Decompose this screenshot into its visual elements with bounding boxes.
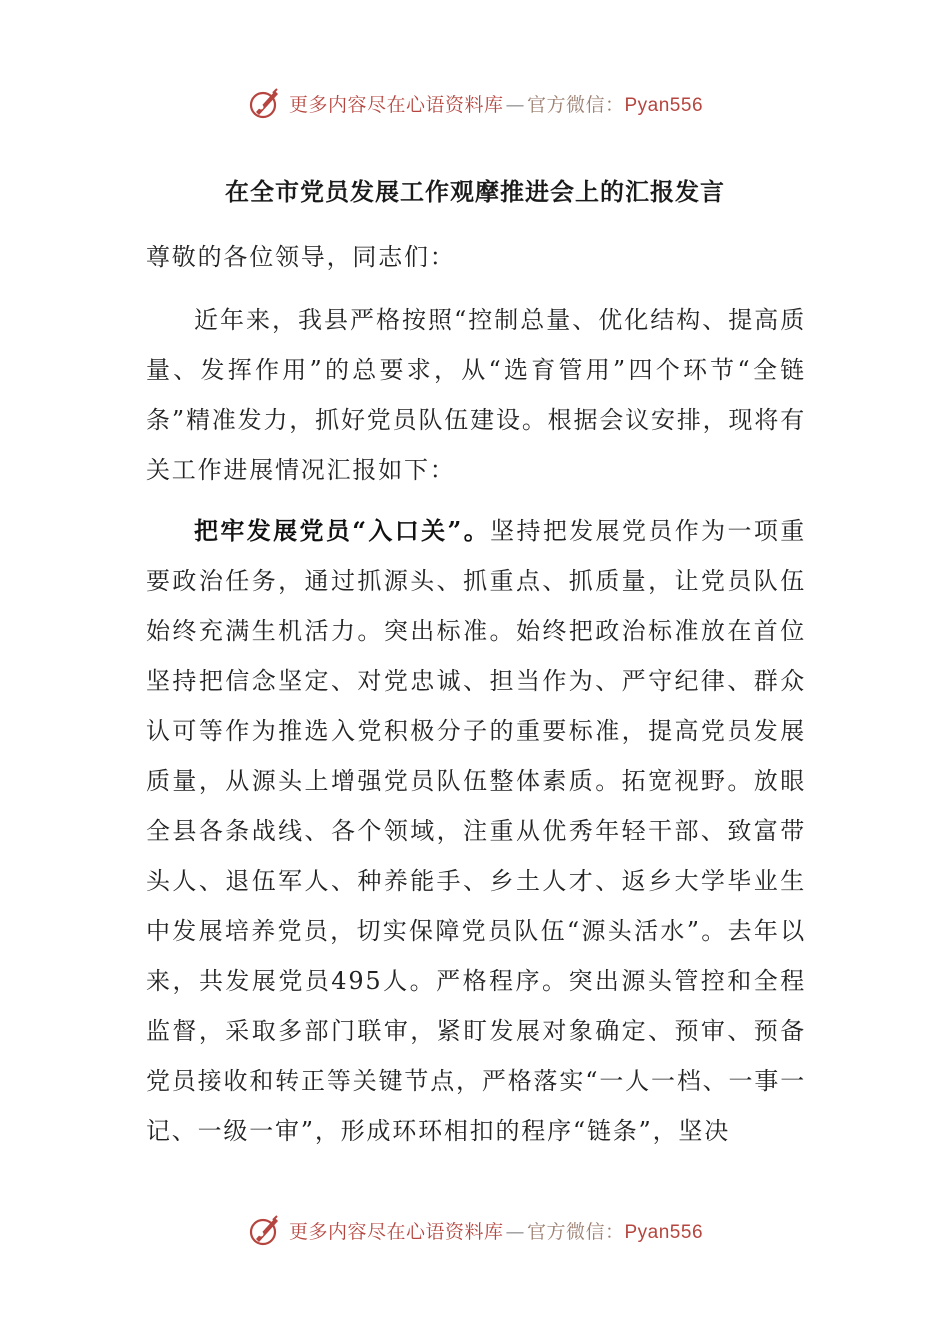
document-title: 在全市党员发展工作观摩推进会上的汇报发言: [225, 177, 725, 206]
banner-text: 更多内容尽在心语资料库: [288, 93, 504, 116]
section1-paragraph: [146, 506, 806, 1156]
watermark-banner-top: [0, 83, 950, 123]
quill-pen-icon: [247, 85, 283, 121]
banner-separator: —: [505, 1220, 525, 1243]
wechat-label: 官方微信：: [526, 1220, 625, 1243]
watermark-banner-bottom: [0, 1210, 950, 1250]
wechat-id: Pyan556: [624, 94, 704, 116]
banner-separator: —: [505, 93, 525, 116]
intro-paragraph: 近年来，我县严格按照“控制总量、优化结构、提高质量、发挥作用”的总要求，从“选育管用”四个环节“全链条”精准发力，抓好党员队伍建设。根据会议安排，现将有关工作进展情况汇报如下：: [146, 306, 806, 484]
document-body: [146, 232, 806, 1156]
banner-text: 更多内容尽在心语资料库: [288, 1220, 504, 1243]
wechat-id: Pyan556: [624, 1221, 704, 1243]
salutation: 尊敬的各位领导，同志们：: [146, 243, 456, 271]
section1-body: 坚持把发展党员作为一项重要政治任务，通过抓源头、抓重点、抓质量，让党员队伍始终充满生机活力。突出标准。始终把政治标准放在首位坚持把信念坚定、对党忠诚、担当作为、严守纪律、群众认可等作为推选入党积极分子的重要标准，提高党员发展质量，从源头上增强党员队伍整体素质。拓宽视野。放眼全县各条战线、各个领域，注重从优秀年轻干部、致富带头人、退伍军人、种养能手、乡土人才、返乡大学毕业生中发展培养党员，切实保障党员队伍“源头活水”。去年以来，共发展党员495人。严格程序。突出源头管控和全程监督，采取多部门联审，紧盯发展对象确定、预审、预备党员接收和转正等关键节点，严格落实“一人一档、一事一记、一级一审”，形成环环相扣的程序“链条”，坚决: [146, 517, 806, 1145]
section1-heading: 把牢发展党员“入口关”。: [194, 516, 491, 545]
wechat-label: 官方微信：: [526, 93, 625, 116]
quill-pen-icon: [247, 1212, 283, 1248]
